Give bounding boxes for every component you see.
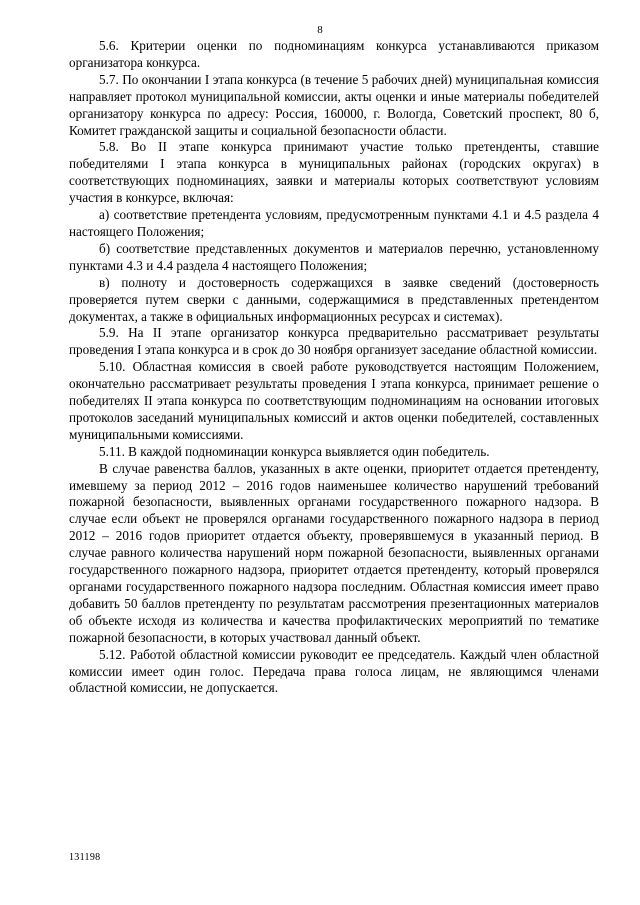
- document-body: [69, 38, 599, 697]
- page-number: 8: [317, 24, 323, 36]
- paragraph-5-11: 5.11. В каждой подноминации конкурса выявляется один победитель.: [99, 443, 490, 459]
- document-id: 131198: [69, 852, 101, 863]
- paragraph-5-10: 5.10. Областная комиссия в своей работе руководствуется настоящим Положением, окончательно рассматривает результаты проведения I этапа конкурса, принимает решение о победителях II этапа конкурса по соответствующим подноминациям на основании итоговых протоколов заседаний муниципальных комиссий и актов оценки победителей, составленных муниципальными комиссиями.: [69, 359, 599, 442]
- paragraph-5-7: 5.7. По окончании I этапа конкурса (в течение 5 рабочих дней) муниципальная комиссия направляет протокол муниципальной комиссии, акты оценки и иные материалы победителей организатору конкурса по адресу: Россия, 160000, г. Вологда, Советский проспект, 80 б, Комитет гражданской защиты и социальной безопасности области.: [69, 71, 599, 138]
- paragraph-5-8-a: а) соответствие претендента условиям, предусмотренным пунктами 4.1 и 4.5 раздела 4 настоящего Положения;: [69, 207, 599, 239]
- paragraph-5-6: 5.6. Критерии оценки по подноминациям конкурса устанавливаются приказом организатора конкурса.: [69, 38, 599, 70]
- paragraph-5-11-tie: В случае равенства баллов, указанных в акте оценки, приоритет отдается претенденту, имевшему за период 2012 – 2016 годов наименьшее количество нарушений требований пожарной безопасности, выявленных органами государственного пожарного надзора. В случае если объект не проверялся органами государственного пожарного надзора в период 2012 – 2016 годов приоритет отдается объекту, проверявшемуся в указанный период. В случае равного количества нарушений норм пожарной безопасности, выявленных органами государственного пожарного надзора, приоритет отдается претенденту, который проверялся органами государственного пожарного надзора последним. Областная комиссия имеет право добавить 50 баллов претенденту по результатам рассмотрения презентационных материалов об объекте исходя из количества и качества профилактических мероприятий по тематике пожарной безопасности, в которых участвовал данный объект.: [69, 460, 599, 645]
- paragraph-5-8-v: в) полноту и достоверность содержащихся в заявке сведений (достоверность проверяется путем сверки с данными, содержащимися в представленных претендентом документах, а также в официальных информационных ресурсах и системах).: [69, 274, 599, 324]
- paragraph-5-9: 5.9. На II этапе организатор конкурса предварительно рассматривает результаты проведения I этапа конкурса и в срок до 30 ноября организует заседание областной комиссии.: [69, 325, 599, 358]
- paragraph-5-12: 5.12. Работой областной комиссии руководит ее председатель. Каждый член областной комиссии имеет один голос. Передача права голоса лицам, не являющимся членами областной комиссии, не допускается.: [69, 646, 599, 696]
- paragraph-5-8-b: б) соответствие представленных документов и материалов перечню, установленному пунктами 4.3 и 4.4 раздела 4 настоящего Положения;: [69, 240, 599, 273]
- paragraph-5-8: 5.8. Во II этапе конкурса принимают участие только претенденты, ставшие победителями I этапа конкурса в муниципальных районах (городских округах) в соответствующих подноминациях, заявки и материалы которых соответствуют условиям участия в конкурсе, включая:: [69, 139, 599, 206]
